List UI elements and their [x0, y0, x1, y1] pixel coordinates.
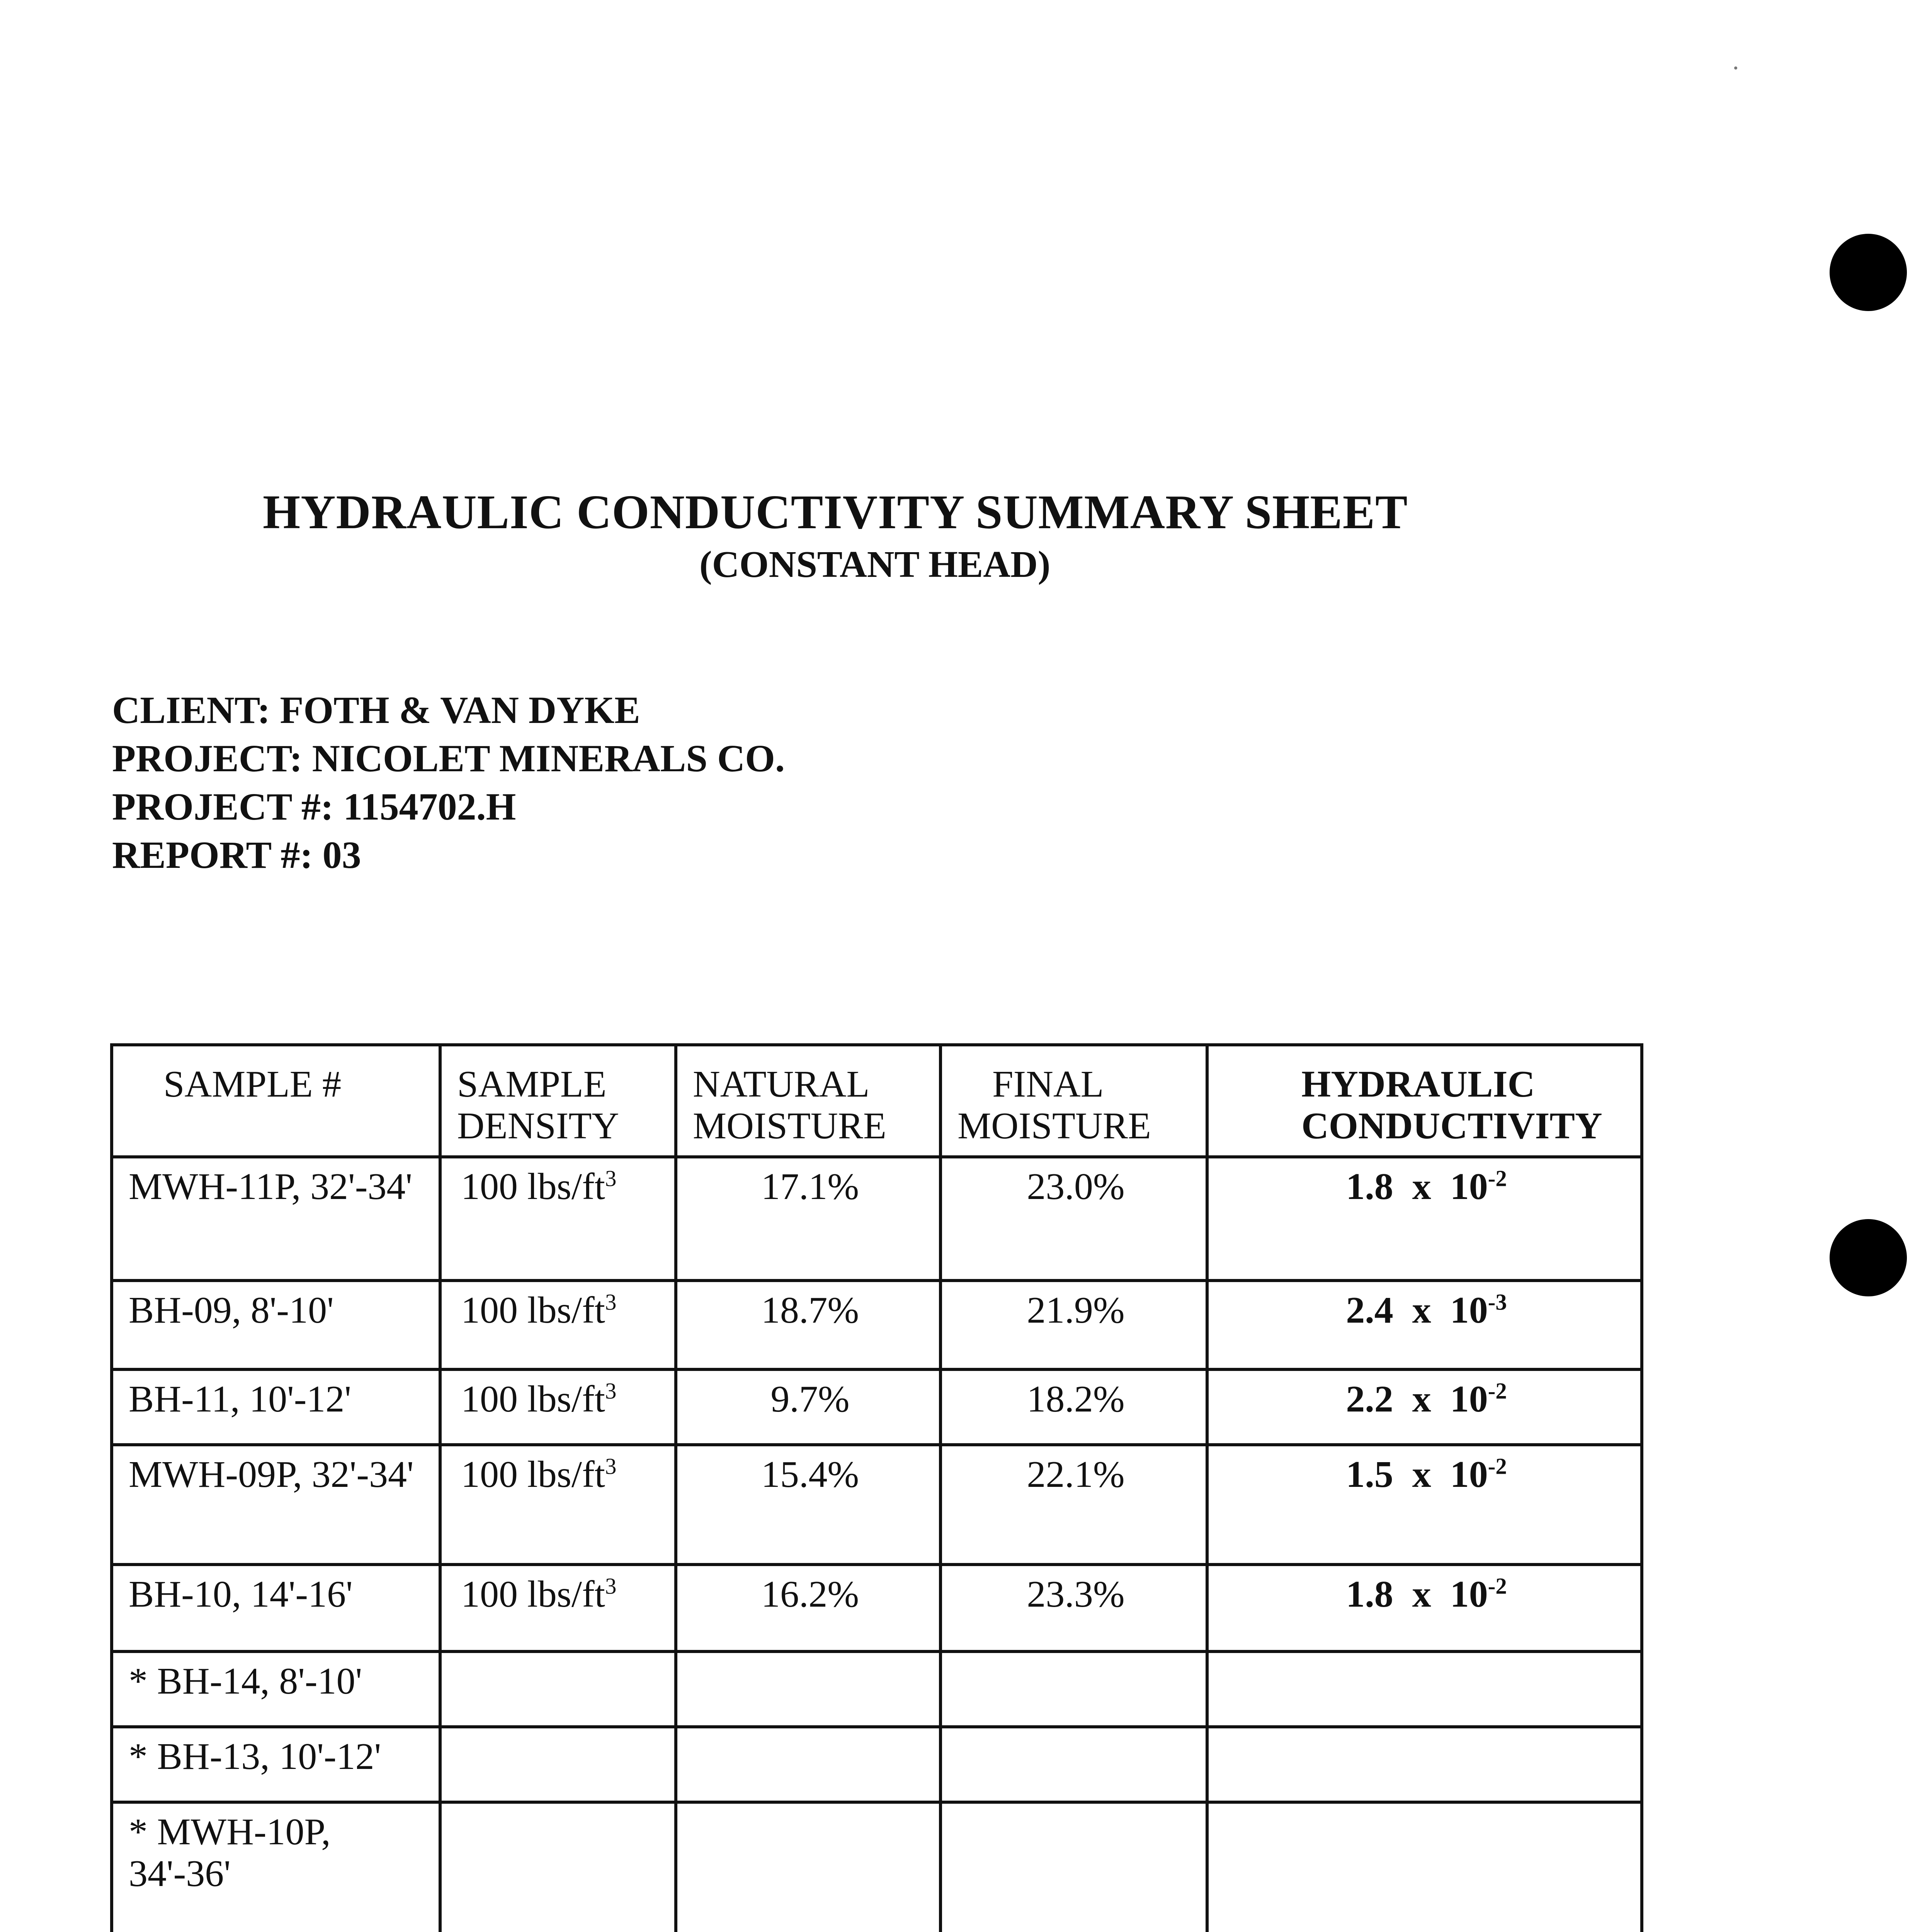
density-exponent: 3	[605, 1166, 617, 1191]
cell-natural-moisture	[676, 1281, 940, 1369]
conductivity-value: 2.2 x 10	[1346, 1378, 1488, 1420]
cell-hydraulic-conductivity	[1207, 1651, 1642, 1727]
cell-final-moisture	[940, 1802, 1207, 1932]
table-row	[112, 1802, 1642, 1932]
natural-moisture-value: 16.2%	[761, 1573, 859, 1615]
density-exponent: 3	[605, 1454, 617, 1479]
cell-density	[440, 1445, 676, 1565]
cell-density	[440, 1157, 676, 1281]
cell-natural-moisture	[676, 1369, 940, 1445]
cell-final-moisture	[940, 1651, 1207, 1727]
header-sample-density: SAMPLE DENSITY	[440, 1045, 676, 1157]
natural-moisture-value: 18.7%	[761, 1289, 859, 1331]
conductivity-value: 1.8 x 10	[1346, 1166, 1488, 1208]
density-exponent: 3	[605, 1289, 617, 1315]
cell-final-moisture	[940, 1281, 1207, 1369]
report-info-block	[112, 686, 785, 879]
cell-natural-moisture	[676, 1565, 940, 1651]
cell-sample	[112, 1727, 440, 1802]
cell-sample	[112, 1369, 440, 1445]
cell-hydraulic-conductivity	[1207, 1565, 1642, 1651]
cell-final-moisture	[940, 1445, 1207, 1565]
cell-natural-moisture	[676, 1727, 940, 1802]
cell-natural-moisture	[676, 1651, 940, 1727]
project-number-line: PROJECT #: 1154702.H	[112, 785, 516, 828]
cell-hydraulic-conductivity	[1207, 1157, 1642, 1281]
scan-speck	[1734, 66, 1737, 70]
cell-natural-moisture	[676, 1802, 940, 1932]
sample-value: * MWH-10P, 34'-36'	[129, 1811, 331, 1895]
cell-density	[440, 1565, 676, 1651]
final-moisture-value: 23.3%	[1027, 1573, 1125, 1615]
final-moisture-value: 22.1%	[1027, 1454, 1125, 1495]
cell-density	[440, 1727, 676, 1802]
header-sample-number: SAMPLE #	[112, 1045, 440, 1157]
cell-hydraulic-conductivity	[1207, 1445, 1642, 1565]
final-moisture-value: 21.9%	[1027, 1289, 1125, 1331]
cell-density	[440, 1369, 676, 1445]
table-row	[112, 1727, 1642, 1802]
cell-sample	[112, 1157, 440, 1281]
final-moisture-value: 18.2%	[1027, 1378, 1125, 1420]
sample-value: MWH-09P, 32'-34'	[129, 1454, 414, 1495]
cell-final-moisture	[940, 1157, 1207, 1281]
table-header-row	[112, 1045, 1642, 1157]
sample-value: BH-11, 10'-12'	[129, 1378, 352, 1420]
natural-moisture-value: 9.7%	[770, 1378, 850, 1420]
conductivity-value: 1.8 x 10	[1346, 1573, 1488, 1615]
cell-natural-moisture	[676, 1445, 940, 1565]
final-moisture-value: 23.0%	[1027, 1166, 1125, 1208]
density-value: 100 lbs/ft	[461, 1166, 605, 1208]
density-value: 100 lbs/ft	[461, 1454, 605, 1495]
table-row	[112, 1565, 1642, 1651]
cell-natural-moisture	[676, 1157, 940, 1281]
page-title: HYDRAULIC CONDUCTIVITY SUMMARY SHEET	[263, 486, 1408, 539]
conductivity-value: 1.5 x 10	[1346, 1454, 1488, 1495]
cell-sample	[112, 1565, 440, 1651]
page-subtitle: (CONSTANT HEAD)	[699, 544, 1051, 585]
header-natural-moisture: NATURAL MOISTURE	[676, 1045, 940, 1157]
cell-hydraulic-conductivity	[1207, 1369, 1642, 1445]
binder-hole-top	[1830, 234, 1907, 311]
conductivity-exponent: -3	[1488, 1289, 1507, 1315]
cell-density	[440, 1281, 676, 1369]
cell-final-moisture	[940, 1565, 1207, 1651]
cell-sample	[112, 1445, 440, 1565]
density-exponent: 3	[605, 1378, 617, 1404]
table-row	[112, 1281, 1642, 1369]
cell-final-moisture	[940, 1727, 1207, 1802]
report-number-line: REPORT #: 03	[112, 833, 361, 876]
sample-value: BH-10, 14'-16'	[129, 1573, 353, 1615]
summary-table	[110, 1043, 1643, 1932]
cell-density	[440, 1651, 676, 1727]
conductivity-exponent: -2	[1488, 1573, 1507, 1599]
sample-value: * BH-14, 8'-10'	[129, 1660, 362, 1702]
sample-value: MWH-11P, 32'-34'	[129, 1166, 412, 1208]
client-line: CLIENT: FOTH & VAN DYKE	[112, 689, 640, 731]
table-row	[112, 1651, 1642, 1727]
natural-moisture-value: 17.1%	[761, 1166, 859, 1208]
table-row	[112, 1369, 1642, 1445]
cell-sample	[112, 1281, 440, 1369]
header-hydraulic-conductivity: HYDRAULIC CONDUCTIVITY	[1207, 1045, 1642, 1157]
cell-density	[440, 1802, 676, 1932]
cell-final-moisture	[940, 1369, 1207, 1445]
sample-value: * BH-13, 10'-12'	[129, 1736, 381, 1777]
density-value: 100 lbs/ft	[461, 1573, 605, 1615]
table-row	[112, 1445, 1642, 1565]
binder-hole-middle	[1830, 1219, 1907, 1296]
conductivity-exponent: -2	[1488, 1378, 1507, 1404]
sample-value: BH-09, 8'-10'	[129, 1289, 334, 1331]
conductivity-exponent: -2	[1488, 1166, 1507, 1191]
project-line: PROJECT: NICOLET MINERALS CO.	[112, 737, 785, 780]
density-value: 100 lbs/ft	[461, 1289, 605, 1331]
cell-sample	[112, 1651, 440, 1727]
cell-hydraulic-conductivity	[1207, 1802, 1642, 1932]
conductivity-exponent: -2	[1488, 1454, 1507, 1479]
cell-hydraulic-conductivity	[1207, 1281, 1642, 1369]
cell-hydraulic-conductivity	[1207, 1727, 1642, 1802]
conductivity-value: 2.4 x 10	[1346, 1289, 1488, 1331]
cell-sample	[112, 1802, 440, 1932]
natural-moisture-value: 15.4%	[761, 1454, 859, 1495]
table-row	[112, 1157, 1642, 1281]
density-exponent: 3	[605, 1573, 617, 1599]
density-value: 100 lbs/ft	[461, 1378, 605, 1420]
header-final-moisture: FINAL MOISTURE	[940, 1045, 1207, 1157]
